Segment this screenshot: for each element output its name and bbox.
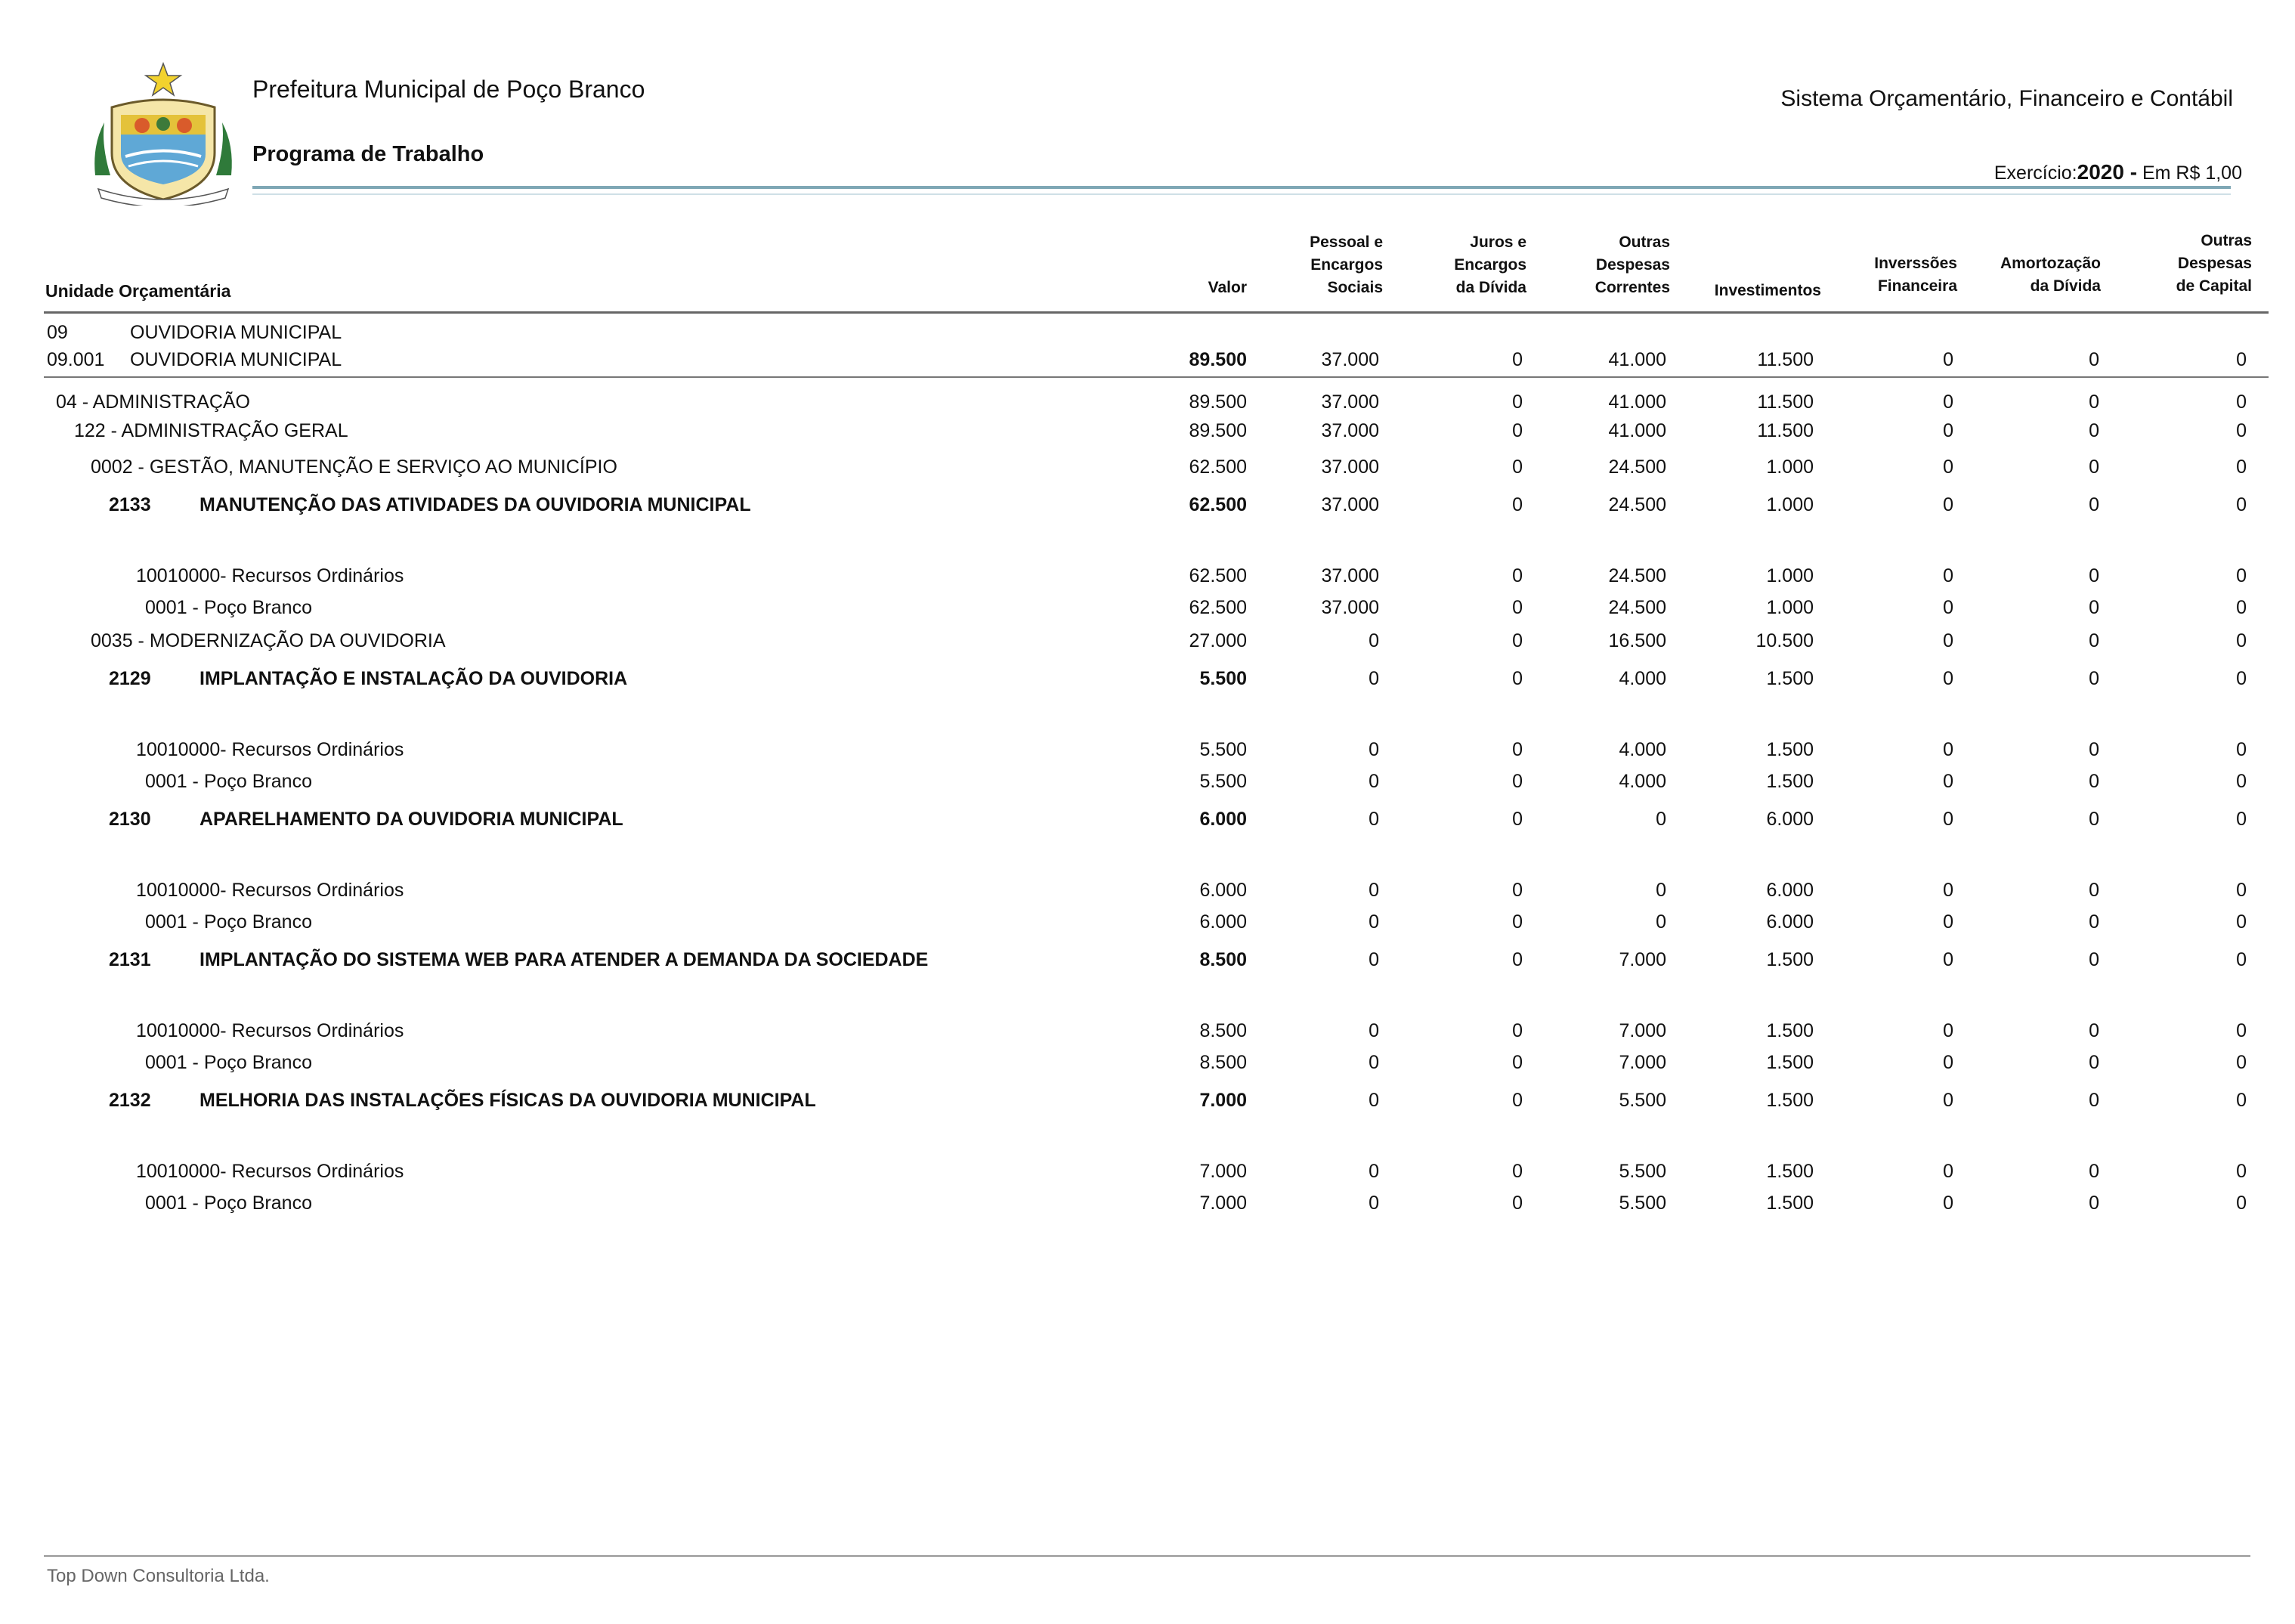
cell-inversoes: 0 (1943, 1020, 1953, 1041)
footer-rule (44, 1555, 2250, 1557)
unit-name: OUVIDORIA MUNICIPAL (130, 322, 342, 343)
cell-inversoes: 0 (1943, 565, 1953, 586)
cell-pessoal: 0 (1369, 668, 1379, 689)
row-label: MELHORIA DAS INSTALAÇÕES FÍSICAS DA OUVIDORIA MUNICIPAL (199, 1090, 816, 1111)
cell-investimentos: 1.500 (1766, 1161, 1814, 1182)
cell-pessoal: 0 (1369, 630, 1379, 651)
currency-note: Em R$ 1,00 (2142, 162, 2242, 184)
unit-code: 09 (47, 322, 68, 343)
cell-outras-correntes: 5.500 (1619, 1161, 1666, 1182)
unit-pessoal: 37.000 (1321, 349, 1379, 370)
cell-pessoal: 37.000 (1321, 494, 1379, 515)
cell-inversoes: 0 (1943, 880, 1953, 901)
cell-pessoal: 0 (1369, 1052, 1379, 1073)
cell-inversoes: 0 (1943, 739, 1953, 760)
cell-investimentos: 1.500 (1766, 668, 1814, 689)
cell-juros: 0 (1512, 1020, 1523, 1041)
action-code: 2129 (109, 668, 151, 689)
cell-valor: 6.000 (1199, 809, 1247, 830)
table-row (0, 417, 2295, 444)
cell-valor: 5.500 (1199, 739, 1247, 760)
cell-outras-capital: 0 (2236, 668, 2247, 689)
header-divider (252, 186, 2231, 189)
cell-inversoes: 0 (1943, 1090, 1953, 1111)
cell-valor: 89.500 (1189, 420, 1247, 441)
unit-row-2 (0, 346, 2295, 373)
unit-investimentos: 11.500 (1757, 349, 1814, 370)
table-row (0, 388, 2295, 416)
cell-inversoes: 0 (1943, 949, 1953, 970)
table-row (0, 1017, 2295, 1044)
row-label: 10010000- Recursos Ordinários (136, 880, 404, 901)
table-row (0, 562, 2295, 589)
cell-outras-correntes: 24.500 (1608, 597, 1666, 618)
cell-pessoal: 0 (1369, 949, 1379, 970)
row-label: 04 - ADMINISTRAÇÃO (56, 391, 250, 413)
col-amortizacao: Amortozação da Dívida (2000, 255, 2101, 295)
cell-juros: 0 (1512, 630, 1523, 651)
cell-investimentos: 10.500 (1755, 630, 1814, 651)
cell-investimentos: 6.000 (1766, 809, 1814, 830)
cell-amortizacao: 0 (2089, 880, 2099, 901)
cell-valor: 62.500 (1189, 456, 1247, 478)
cell-investimentos: 11.500 (1757, 420, 1814, 441)
cell-juros: 0 (1512, 420, 1523, 441)
row-label: 10010000- Recursos Ordinários (136, 1161, 404, 1182)
cell-valor: 27.000 (1189, 630, 1247, 651)
cell-inversoes: 0 (1943, 911, 1953, 933)
cell-outras-capital: 0 (2236, 949, 2247, 970)
municipality-name: Prefeitura Municipal de Poço Branco (252, 76, 645, 103)
cell-inversoes: 0 (1943, 809, 1953, 830)
cell-outras-capital: 0 (2236, 1020, 2247, 1041)
exercise-label: Exercício: (1993, 162, 2077, 184)
col-outras-correntes: Outras Despesas Correntes (1594, 234, 1670, 296)
cell-juros: 0 (1512, 880, 1523, 901)
cell-outras-capital: 0 (2236, 880, 2247, 901)
cell-juros: 0 (1512, 565, 1523, 586)
cell-valor: 7.000 (1199, 1090, 1247, 1111)
table-row (0, 877, 2295, 904)
cell-outras-correntes: 5.500 (1619, 1192, 1666, 1214)
unit-valor: 89.500 (1189, 349, 1247, 370)
cell-outras-correntes: 7.000 (1619, 949, 1666, 970)
cell-pessoal: 37.000 (1321, 456, 1379, 478)
action-row (0, 665, 2295, 692)
col-unidade: Unidade Orçamentária (45, 281, 231, 301)
header-rule (44, 311, 2269, 314)
cell-outras-correntes: 16.500 (1608, 630, 1666, 651)
action-code: 2133 (109, 494, 151, 515)
report-title: Programa de Trabalho (252, 142, 484, 166)
cell-amortizacao: 0 (2089, 1020, 2099, 1041)
cell-juros: 0 (1512, 949, 1523, 970)
col-pessoal: Pessoal e Encargos Sociais (1310, 234, 1383, 296)
cell-juros: 0 (1512, 668, 1523, 689)
cell-inversoes: 0 (1943, 1052, 1953, 1073)
cell-valor: 62.500 (1189, 494, 1247, 515)
row-label: IMPLANTAÇÃO E INSTALAÇÃO DA OUVIDORIA (199, 668, 628, 689)
col-inversoes: Inverssões Financeira (1874, 255, 1957, 295)
cell-investimentos: 6.000 (1766, 880, 1814, 901)
cell-outras-correntes: 4.000 (1619, 771, 1666, 792)
table-row (0, 594, 2295, 621)
cell-outras-capital: 0 (2236, 597, 2247, 618)
table-row (0, 768, 2295, 795)
cell-inversoes: 0 (1943, 391, 1953, 413)
cell-inversoes: 0 (1943, 420, 1953, 441)
cell-outras-capital: 0 (2236, 494, 2247, 515)
cell-pessoal: 37.000 (1321, 597, 1379, 618)
cell-pessoal: 37.000 (1321, 391, 1379, 413)
cell-investimentos: 1.500 (1766, 949, 1814, 970)
cell-outras-capital: 0 (2236, 911, 2247, 933)
table-row (0, 736, 2295, 763)
cell-pessoal: 0 (1369, 771, 1379, 792)
row-label: 10010000- Recursos Ordinários (136, 565, 404, 586)
unit-outras-capital: 0 (2236, 349, 2247, 370)
cell-investimentos: 1.000 (1766, 565, 1814, 586)
cell-valor: 89.500 (1189, 391, 1247, 413)
cell-amortizacao: 0 (2089, 1090, 2099, 1111)
footer-company: Top Down Consultoria Ltda. (47, 1566, 270, 1586)
cell-outras-capital: 0 (2236, 630, 2247, 651)
cell-valor: 6.000 (1199, 911, 1247, 933)
cell-juros: 0 (1512, 771, 1523, 792)
unit-outras-correntes: 41.000 (1608, 349, 1666, 370)
col-investimentos: Investimentos (1714, 282, 1821, 299)
row-label: 0001 - Poço Branco (145, 1192, 312, 1214)
cell-pessoal: 0 (1369, 1192, 1379, 1214)
cell-inversoes: 0 (1943, 494, 1953, 515)
table-row (0, 453, 2295, 481)
action-row (0, 1087, 2295, 1114)
cell-outras-correntes: 24.500 (1608, 494, 1666, 515)
cell-amortizacao: 0 (2089, 668, 2099, 689)
cell-outras-correntes: 4.000 (1619, 668, 1666, 689)
action-row (0, 946, 2295, 973)
cell-investimentos: 1.500 (1766, 1090, 1814, 1111)
cell-outras-correntes: 0 (1656, 880, 1666, 901)
col-juros: Juros e Encargos da Dívida (1454, 234, 1526, 296)
row-label: IMPLANTAÇÃO DO SISTEMA WEB PARA ATENDER A DEMANDA DA SOCIEDADE (199, 949, 929, 970)
action-row (0, 806, 2295, 833)
cell-juros: 0 (1512, 597, 1523, 618)
cell-valor: 5.500 (1199, 668, 1247, 689)
unit-code: 09.001 (47, 349, 105, 370)
cell-outras-correntes: 7.000 (1619, 1020, 1666, 1041)
cell-outras-capital: 0 (2236, 809, 2247, 830)
cell-investimentos: 1.000 (1766, 597, 1814, 618)
row-label: 0002 - GESTÃO, MANUTENÇÃO E SERVIÇO AO MUNICÍPIO (91, 456, 617, 478)
table-row (0, 1158, 2295, 1185)
action-row (0, 491, 2295, 518)
col-valor: Valor (1208, 279, 1247, 296)
table-row (0, 627, 2295, 654)
cell-amortizacao: 0 (2089, 911, 2099, 933)
action-code: 2130 (109, 809, 151, 830)
row-label: 0035 - MODERNIZAÇÃO DA OUVIDORIA (91, 630, 446, 651)
cell-pessoal: 0 (1369, 880, 1379, 901)
cell-valor: 7.000 (1199, 1192, 1247, 1214)
header-divider-light (252, 193, 2231, 195)
cell-juros: 0 (1512, 1090, 1523, 1111)
cell-amortizacao: 0 (2089, 1052, 2099, 1073)
row-label: 122 - ADMINISTRAÇÃO GERAL (74, 420, 348, 441)
unit-row-1 (0, 319, 2295, 346)
cell-juros: 0 (1512, 739, 1523, 760)
cell-inversoes: 0 (1943, 1161, 1953, 1182)
system-name: Sistema Orçamentário, Financeiro e Contábil (1780, 86, 2233, 111)
row-label: 0001 - Poço Branco (145, 597, 312, 618)
table-row (0, 1189, 2295, 1217)
unit-inversoes: 0 (1943, 349, 1953, 370)
cell-inversoes: 0 (1943, 771, 1953, 792)
table-row (0, 1049, 2295, 1076)
exercise-year: 2020 - (2077, 160, 2138, 184)
cell-outras-capital: 0 (2236, 420, 2247, 441)
cell-valor: 5.500 (1199, 771, 1247, 792)
cell-amortizacao: 0 (2089, 1192, 2099, 1214)
cell-outras-correntes: 24.500 (1608, 565, 1666, 586)
row-label: 0001 - Poço Branco (145, 771, 312, 792)
cell-outras-capital: 0 (2236, 739, 2247, 760)
cell-investimentos: 1.000 (1766, 494, 1814, 515)
cell-investimentos: 1.500 (1766, 1192, 1814, 1214)
cell-outras-correntes: 0 (1656, 809, 1666, 830)
cell-inversoes: 0 (1943, 668, 1953, 689)
table-row (0, 908, 2295, 936)
cell-outras-capital: 0 (2236, 1161, 2247, 1182)
cell-outras-capital: 0 (2236, 565, 2247, 586)
cell-amortizacao: 0 (2089, 456, 2099, 478)
cell-pessoal: 37.000 (1321, 420, 1379, 441)
cell-valor: 7.000 (1199, 1161, 1247, 1182)
cell-valor: 6.000 (1199, 880, 1247, 901)
cell-pessoal: 0 (1369, 1020, 1379, 1041)
cell-outras-correntes: 0 (1656, 911, 1666, 933)
cell-juros: 0 (1512, 1052, 1523, 1073)
cell-outras-capital: 0 (2236, 1192, 2247, 1214)
exercise-info (1994, 160, 2242, 184)
cell-valor: 8.500 (1199, 1020, 1247, 1041)
cell-inversoes: 0 (1943, 630, 1953, 651)
cell-outras-capital: 0 (2236, 1090, 2247, 1111)
cell-outras-correntes: 4.000 (1619, 739, 1666, 760)
cell-investimentos: 1.500 (1766, 1052, 1814, 1073)
cell-valor: 8.500 (1199, 1052, 1247, 1073)
cell-juros: 0 (1512, 1161, 1523, 1182)
cell-pessoal: 0 (1369, 739, 1379, 760)
cell-outras-correntes: 24.500 (1608, 456, 1666, 478)
municipal-coat-of-arms (82, 62, 245, 206)
cell-investimentos: 1.000 (1766, 456, 1814, 478)
cell-juros: 0 (1512, 911, 1523, 933)
cell-pessoal: 0 (1369, 911, 1379, 933)
unit-rule (44, 376, 2269, 378)
cell-investimentos: 11.500 (1757, 391, 1814, 413)
cell-investimentos: 1.500 (1766, 739, 1814, 760)
cell-inversoes: 0 (1943, 597, 1953, 618)
cell-juros: 0 (1512, 1192, 1523, 1214)
cell-pessoal: 0 (1369, 809, 1379, 830)
cell-investimentos: 6.000 (1766, 911, 1814, 933)
row-label: 0001 - Poço Branco (145, 1052, 312, 1073)
cell-valor: 62.500 (1189, 597, 1247, 618)
col-outras-capital: Outras Despesas de Capital (2176, 232, 2252, 295)
unit-juros: 0 (1512, 349, 1523, 370)
cell-amortizacao: 0 (2089, 630, 2099, 651)
cell-juros: 0 (1512, 809, 1523, 830)
cell-outras-capital: 0 (2236, 771, 2247, 792)
unit-amortizacao: 0 (2089, 349, 2099, 370)
cell-amortizacao: 0 (2089, 420, 2099, 441)
cell-amortizacao: 0 (2089, 739, 2099, 760)
row-label: APARELHAMENTO DA OUVIDORIA MUNICIPAL (199, 809, 623, 830)
row-label: MANUTENÇÃO DAS ATIVIDADES DA OUVIDORIA MUNICIPAL (199, 494, 751, 515)
cell-outras-capital: 0 (2236, 1052, 2247, 1073)
cell-amortizacao: 0 (2089, 597, 2099, 618)
cell-pessoal: 0 (1369, 1161, 1379, 1182)
cell-amortizacao: 0 (2089, 494, 2099, 515)
cell-outras-correntes: 41.000 (1608, 420, 1666, 441)
cell-amortizacao: 0 (2089, 1161, 2099, 1182)
row-label: 0001 - Poço Branco (145, 911, 312, 933)
row-label: 10010000- Recursos Ordinários (136, 1020, 404, 1041)
cell-outras-capital: 0 (2236, 391, 2247, 413)
cell-pessoal: 0 (1369, 1090, 1379, 1111)
cell-amortizacao: 0 (2089, 771, 2099, 792)
cell-outras-correntes: 7.000 (1619, 1052, 1666, 1073)
row-label: 10010000- Recursos Ordinários (136, 739, 404, 760)
cell-investimentos: 1.500 (1766, 771, 1814, 792)
cell-amortizacao: 0 (2089, 809, 2099, 830)
cell-valor: 8.500 (1199, 949, 1247, 970)
action-code: 2131 (109, 949, 151, 970)
cell-juros: 0 (1512, 391, 1523, 413)
cell-pessoal: 37.000 (1321, 565, 1379, 586)
cell-valor: 62.500 (1189, 565, 1247, 586)
cell-investimentos: 1.500 (1766, 1020, 1814, 1041)
cell-inversoes: 0 (1943, 456, 1953, 478)
cell-juros: 0 (1512, 494, 1523, 515)
cell-amortizacao: 0 (2089, 949, 2099, 970)
cell-outras-capital: 0 (2236, 456, 2247, 478)
cell-outras-correntes: 5.500 (1619, 1090, 1666, 1111)
action-code: 2132 (109, 1090, 151, 1111)
cell-juros: 0 (1512, 456, 1523, 478)
unit-name: OUVIDORIA MUNICIPAL (130, 349, 342, 370)
cell-amortizacao: 0 (2089, 565, 2099, 586)
cell-outras-correntes: 41.000 (1608, 391, 1666, 413)
cell-amortizacao: 0 (2089, 391, 2099, 413)
cell-inversoes: 0 (1943, 1192, 1953, 1214)
